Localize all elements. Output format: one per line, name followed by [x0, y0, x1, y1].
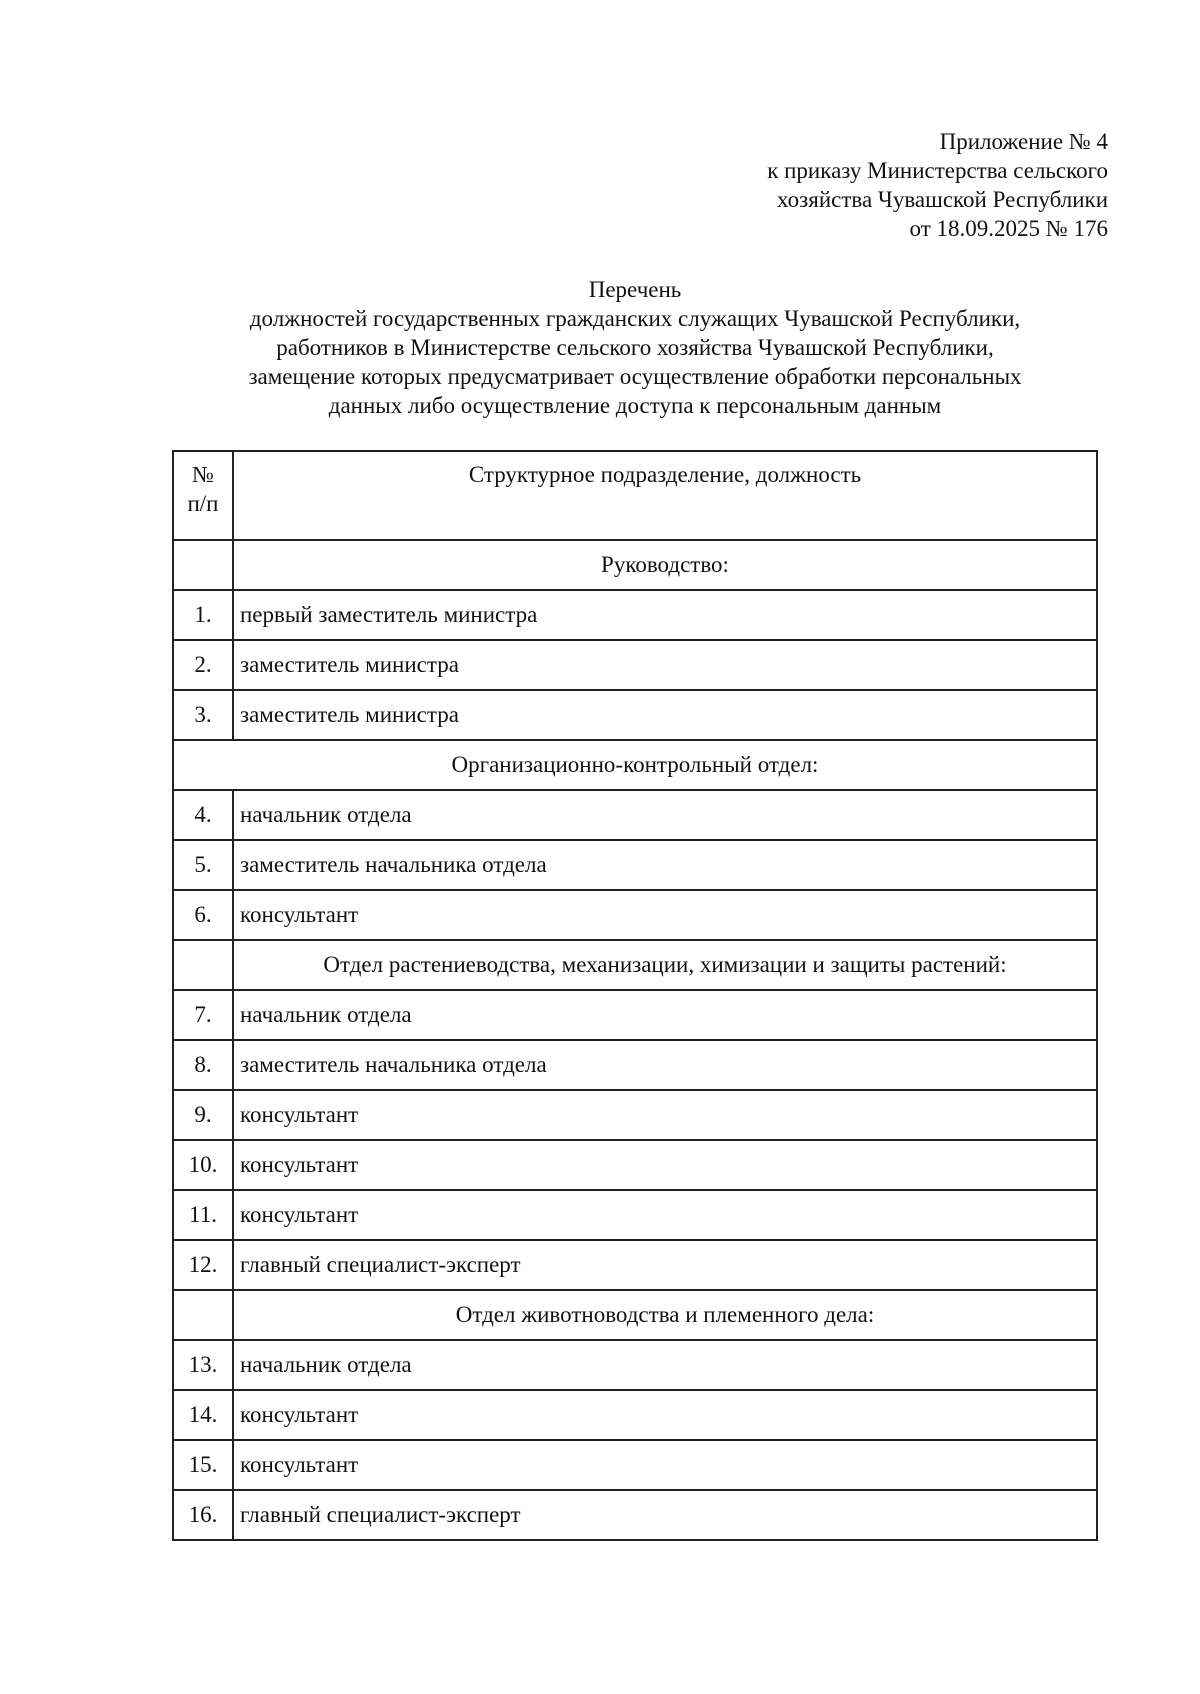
title-line-2: работников в Министерстве сельского хозяйства Чувашской Республики, [276, 335, 994, 360]
section-title: Отдел растениеводства, механизации, химизации и защиты растений: [233, 940, 1097, 990]
table-row [173, 1090, 1097, 1140]
document-title [172, 275, 1098, 420]
row-number: 10. [173, 1140, 233, 1190]
row-number: 7. [173, 990, 233, 1040]
section-title: Отдел животноводства и племенного дела: [233, 1290, 1097, 1340]
section-row [173, 540, 1097, 590]
table-row [173, 1040, 1097, 1090]
appendix-number: Приложение № 4 [939, 129, 1108, 154]
row-position: консультант [233, 1440, 1097, 1490]
table-row [173, 1390, 1097, 1440]
table-row [173, 1440, 1097, 1490]
section-title: Организационно-контрольный отдел: [173, 740, 1097, 790]
row-position: консультант [233, 1190, 1097, 1240]
row-number: 12. [173, 1240, 233, 1290]
header-number-line1: № [192, 462, 214, 487]
row-position: консультант [233, 1090, 1097, 1140]
row-number: 5. [173, 840, 233, 890]
row-number: 1. [173, 590, 233, 640]
section-row [173, 740, 1097, 790]
row-position: консультант [233, 890, 1097, 940]
section-row [173, 1290, 1097, 1340]
header-position: Структурное подразделение, должность [233, 451, 1097, 540]
table-row [173, 1240, 1097, 1290]
table-row [173, 1140, 1097, 1190]
table-row [173, 1490, 1097, 1540]
row-position: консультант [233, 1390, 1097, 1440]
appendix-order-date: от 18.09.2025 № 176 [909, 216, 1108, 241]
row-position: первый заместитель министра [233, 590, 1097, 640]
title-line-3: замещение которых предусматривает осуществление обработки персональных [248, 364, 1022, 389]
row-number: 16. [173, 1490, 233, 1540]
row-position: главный специалист-эксперт [233, 1240, 1097, 1290]
table-row [173, 590, 1097, 640]
table-row [173, 990, 1097, 1040]
header-number-line2: п/п [187, 491, 219, 516]
table-row [173, 840, 1097, 890]
appendix-order-line2: хозяйства Чувашской Республики [777, 187, 1108, 212]
row-number: 14. [173, 1390, 233, 1440]
row-position: заместитель министра [233, 690, 1097, 740]
table-header-row [173, 451, 1097, 540]
title-line-1: должностей государственных гражданских служащих Чувашской Республики, [249, 306, 1021, 331]
table-row [173, 890, 1097, 940]
title-line-4: данных либо осуществление доступа к персональным данным [328, 393, 942, 418]
row-number: 13. [173, 1340, 233, 1390]
appendix-header [767, 127, 1108, 243]
row-position: начальник отдела [233, 990, 1097, 1040]
row-position: заместитель министра [233, 640, 1097, 690]
table-row [173, 1340, 1097, 1390]
row-position: главный специалист-эксперт [233, 1490, 1097, 1540]
row-number: 2. [173, 640, 233, 690]
row-position: заместитель начальника отдела [233, 1040, 1097, 1090]
row-number: 9. [173, 1090, 233, 1140]
row-number-empty [173, 940, 233, 990]
header-number [173, 451, 233, 540]
row-number: 15. [173, 1440, 233, 1490]
row-number: 8. [173, 1040, 233, 1090]
row-position: консультант [233, 1140, 1097, 1190]
row-number: 4. [173, 790, 233, 840]
row-number: 3. [173, 690, 233, 740]
appendix-order-line1: к приказу Министерства сельского [767, 158, 1108, 183]
row-number-empty [173, 1290, 233, 1340]
table-row [173, 690, 1097, 740]
table-row [173, 640, 1097, 690]
table-row [173, 790, 1097, 840]
table-row [173, 1190, 1097, 1240]
row-number: 6. [173, 890, 233, 940]
row-position: начальник отдела [233, 790, 1097, 840]
section-row [173, 940, 1097, 990]
positions-table [172, 450, 1098, 1541]
row-number-empty [173, 540, 233, 590]
row-position: начальник отдела [233, 1340, 1097, 1390]
title-heading: Перечень [588, 277, 682, 302]
row-number: 11. [173, 1190, 233, 1240]
row-position: заместитель начальника отдела [233, 840, 1097, 890]
section-title: Руководство: [233, 540, 1097, 590]
